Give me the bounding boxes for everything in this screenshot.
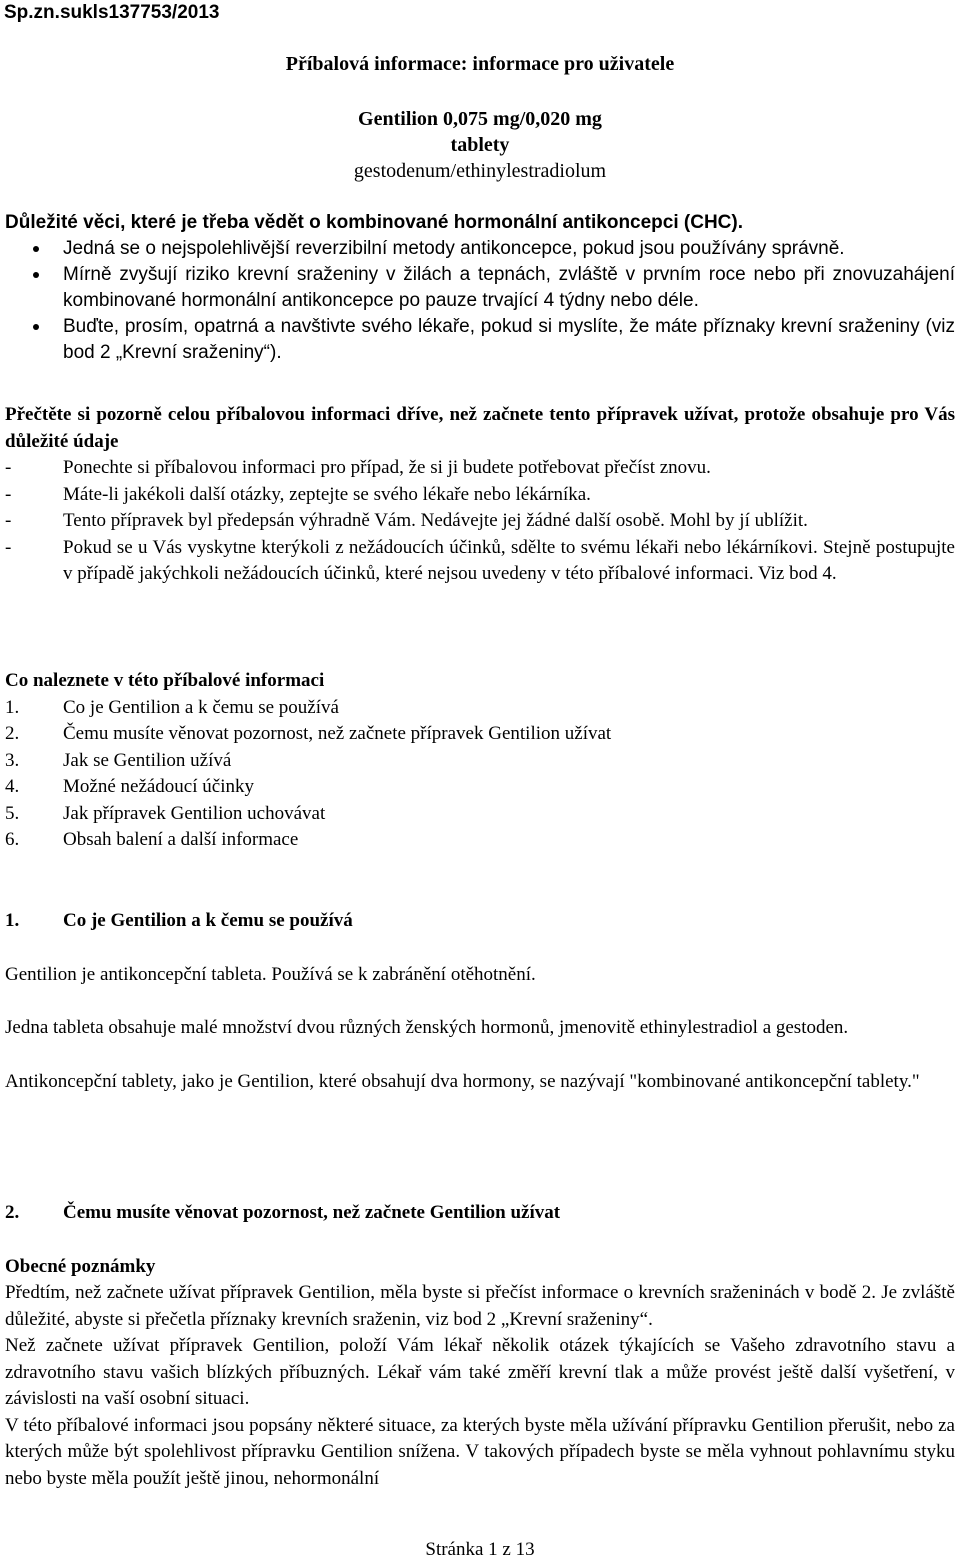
product-block [0,106,960,184]
list-item [5,455,955,482]
toc-label: Jak přípravek Gentilion uchovávat [63,802,326,824]
list-item [5,262,955,314]
read-carefully-list [5,455,955,588]
paragraph: Předtím, než začnete užívat přípravek Gentilion, měla byste si přečíst informace o krevních sraženinách v bodě 2. Je zvláště důležité, abyste si přečetla příznaky krevních sraženin, viz bod 2 „Krevní sraženiny“. [5,1282,955,1330]
toc-label: Čemu musíte věnovat pozornost, než začnete přípravek Gentilion užívat [63,723,612,744]
page-title: Příbalová informace: informace pro uživatele [285,53,675,75]
section-title: Co je Gentilion a k čemu se používá [63,910,353,931]
toc-block [5,668,955,854]
product-name: Gentilion 0,075 mg/0,020 mg [358,108,602,130]
list-item [5,508,955,535]
section-number: 2. [5,1202,20,1223]
section-title: Čemu musíte věnovat pozornost, než začnete Gentilion užívat [63,1202,561,1223]
product-form: tablety [450,134,510,156]
section-number: 1. [5,910,20,931]
toc-item[interactable] [5,695,955,722]
toc-heading: Co naleznete v této příbalové informaci [5,670,325,691]
list-item [5,482,955,509]
toc-item[interactable] [5,827,955,854]
important-bullets [5,236,955,366]
toc-list [5,695,955,854]
toc-label: Obsah balení a další informace [63,829,299,850]
paragraph: Antikoncepční tablety, jako je Gentilion, které obsahují dva hormony, se nazývají "kombinované antikoncepční tablety." [5,1070,920,1092]
bullet-text: Jedná se o nejspolehlivější reverzibilní metody antikoncepce, pokud jsou používány správně. [63,238,845,259]
list-item [5,314,955,366]
toc-label: Co je Gentilion a k čemu se používá [63,696,339,718]
section-1-heading [5,908,955,935]
toc-label: Možné nežádoucí účinky [63,776,254,797]
toc-number: 1. [5,696,20,718]
product-substance: gestodenum/ethinylestradiolum [353,160,607,182]
bullet-text: Mírně zvyšují riziko krevní sraženiny v žilách a tepnách, zvláště v prvním roce nebo při znovuzahájení kombinované hormonální antikoncepce po pauze trvající 4 týdny nebo déle. [63,264,955,311]
item-text: Pokud se u Vás vyskytne kterýkoli z nežádoucích účinků, sdělte to svému lékaři nebo lékárníkovi. Stejně postupujte v případě jakýchkoli nežádoucích účinků, které nejsou uvedeny v této příbalové informaci. Viz bod 4. [63,536,955,584]
toc-item[interactable] [5,721,955,748]
important-heading: Důležité věci, které je třeba vědět o kombinované hormonální antikoncepci (CHC). [5,212,744,233]
dash-marker: - [5,483,12,505]
dash-marker: - [5,510,12,531]
paragraph: Než začnete užívat přípravek Gentilion, položí Vám lékař několik otázek týkajících se Vašeho zdravotního stavu a zdravotního stavu vašich blízkých příbuzných. Lékař vám také změří krevní tlak a může provést ještě další vyšetření, v závislosti na vaší osobní situaci. [5,1335,955,1409]
bullet-text: Buďte, prosím, opatrná a navštivte svého lékaře, pokud si myslíte, že máte příznaky krevní sraženiny (viz bod 2 „Krevní sraženiny“). [63,316,955,363]
read-carefully-heading: Přečtěte si pozorně celou příbalovou informaci dříve, než začnete tento přípravek užívat, protože obsahuje pro Vás důležité údaje [5,404,955,452]
list-item [5,535,955,588]
dash-marker: - [5,457,12,478]
reference-number: Sp.zn.sukls137753/2013 [4,2,220,23]
read-carefully-block [5,402,955,588]
toc-number: 2. [5,723,20,744]
list-item [5,236,955,262]
toc-number: 3. [5,749,20,771]
bullet-icon [33,324,39,330]
toc-label: Jak se Gentilion užívá [63,749,232,771]
paragraph: Jedna tableta obsahuje malé množství dvou různých ženských hormonů, jmenovitě ethinylestradiol a gestoden. [5,1017,849,1038]
item-text: Tento přípravek byl předepsán výhradně Vám. Nedávejte jej žádné další osobě. Mohl by jí ublížit. [63,510,808,531]
toc-number: 6. [5,829,20,850]
toc-number: 5. [5,802,20,824]
subheading: Obecné poznámky [5,1255,156,1277]
section-2 [5,1200,955,1492]
item-text: Ponechte si příbalovou informaci pro případ, že si ji budete potřebovat přečíst znovu. [63,457,711,478]
paragraph: Gentilion je antikoncepční tableta. Používá se k zabránění otěhotnění. [5,963,536,985]
item-text: Máte-li jakékoli další otázky, zeptejte se svého lékaře nebo lékárníka. [63,483,591,505]
section-1 [5,908,955,1095]
paragraph: V této příbalové informaci jsou popsány některé situace, za kterých byste měla užívání přípravku Gentilion přerušit, nebo za kterých může být spolehlivost přípravku Gentilion snížena. V takových případech byste se měla vyhnout pohlavnímu styku nebo byste měla použít ještě jinou, nehormonální [5,1414,955,1489]
toc-item[interactable] [5,774,955,801]
important-box [5,210,955,366]
toc-item[interactable] [5,748,955,775]
bullet-icon [33,272,39,278]
toc-item[interactable] [5,801,955,828]
bullet-icon [33,246,39,252]
dash-marker: - [5,536,12,558]
page-number: Stránka 1 z 13 [425,1539,535,1560]
section-2-heading [5,1200,955,1227]
toc-number: 4. [5,776,20,797]
